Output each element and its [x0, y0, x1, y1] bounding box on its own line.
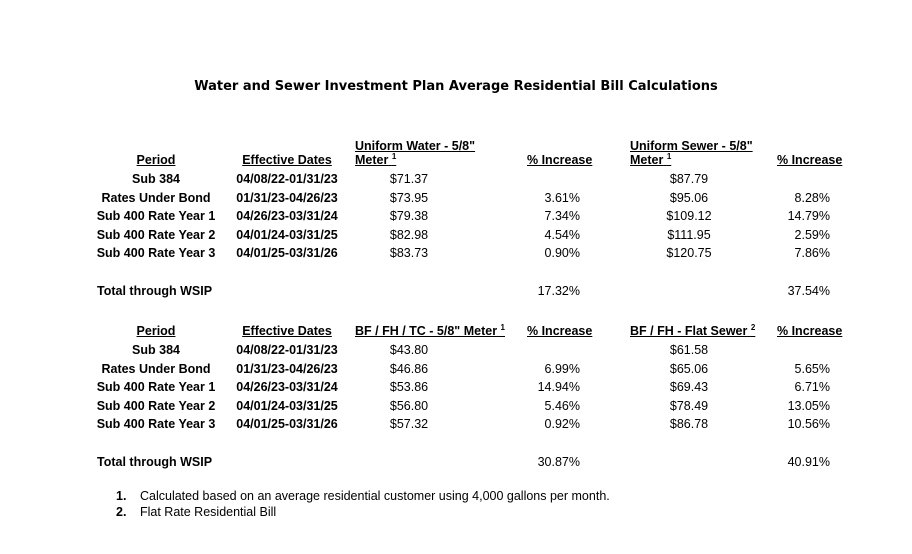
- row-water-increase: 7.34%: [544, 209, 580, 223]
- footnote-number: 1.: [116, 489, 127, 503]
- header-bf-fh-flat-sewer: BF / FH - Flat Sewer $^2$: [630, 322, 756, 338]
- row-sewer-amount: $61.58: [669, 343, 709, 357]
- row-water-increase: 6.99%: [544, 362, 580, 376]
- row-dates: 04/01/25-03/31/26: [236, 246, 338, 260]
- header-effective-dates: Effective Dates: [242, 324, 332, 338]
- row-sewer-amount: $95.06: [669, 191, 709, 205]
- row-sewer-amount: $109.12: [666, 209, 712, 223]
- row-water-amount: $83.73: [389, 246, 429, 260]
- row-sewer-increase: 2.59%: [794, 228, 830, 242]
- row-sewer-amount: $69.43: [669, 380, 709, 394]
- row-sewer-increase: 14.79%: [787, 209, 830, 223]
- row-sewer-amount: $87.79: [669, 172, 709, 186]
- row-dates: 04/26/23-03/31/24: [236, 380, 338, 394]
- header-bf-fh-tc-meter: BF / FH / TC - 5/8" Meter $^1$: [355, 322, 505, 338]
- header-uniform-water-line1: Uniform Water - 5/8": [355, 139, 476, 153]
- header-period: Period: [136, 153, 176, 167]
- total-water-increase: 17.32%: [537, 284, 580, 298]
- footnotes: [116, 488, 610, 520]
- row-period: Sub 400 Rate Year 2: [96, 228, 216, 242]
- row-period: Sub 400 Rate Year 1: [96, 209, 216, 223]
- total-water-increase: 30.87%: [537, 455, 580, 469]
- header-period: Period: [136, 324, 176, 338]
- document-title: Water and Sewer Investment Plan Average Residential Bill Calculations: [194, 79, 718, 94]
- row-period: Sub 400 Rate Year 3: [96, 246, 216, 260]
- header-sewer-increase: % Increase: [777, 153, 843, 167]
- header-uniform-sewer-line2: Meter $^1$: [630, 151, 672, 167]
- header-water-increase: % Increase: [527, 324, 593, 338]
- row-period: Sub 384: [132, 343, 180, 357]
- row-water-increase: 4.54%: [544, 228, 580, 242]
- row-dates: 04/01/24-03/31/25: [236, 399, 338, 413]
- row-water-increase: 0.90%: [544, 246, 580, 260]
- header-water-increase: % Increase: [527, 153, 593, 167]
- total-label: Total through WSIP: [97, 455, 213, 469]
- row-dates: 04/01/25-03/31/26: [236, 417, 338, 431]
- total-label: Total through WSIP: [97, 284, 213, 298]
- row-period: Sub 384: [132, 172, 180, 186]
- row-sewer-amount: $111.95: [667, 228, 711, 242]
- row-water-amount: $57.32: [389, 417, 429, 431]
- row-water-amount: $53.86: [389, 380, 429, 394]
- footnote-text: Calculated based on an average residential customer using 4,000 gallons per month.: [140, 489, 610, 503]
- row-water-increase: 14.94%: [537, 380, 580, 394]
- row-water-increase: 5.46%: [544, 399, 580, 413]
- row-water-amount: $73.95: [389, 191, 429, 205]
- row-dates: 04/08/22-01/31/23: [236, 343, 338, 357]
- row-sewer-amount: $65.06: [669, 362, 709, 376]
- footnote-text: Flat Rate Residential Bill: [140, 505, 277, 519]
- row-sewer-amount: $120.75: [666, 246, 712, 260]
- row-dates: 04/01/24-03/31/25: [236, 228, 338, 242]
- row-water-increase: 0.92%: [544, 417, 580, 431]
- row-dates: 01/31/23-04/26/23: [236, 191, 338, 205]
- row-sewer-increase: 10.56%: [787, 417, 830, 431]
- row-period: Sub 400 Rate Year 1: [96, 380, 216, 394]
- total-sewer-increase: 40.91%: [787, 455, 830, 469]
- row-sewer-amount: $86.78: [669, 417, 709, 431]
- row-period: Sub 400 Rate Year 3: [96, 417, 216, 431]
- footnote: [116, 504, 610, 520]
- total-sewer-increase: 37.54%: [787, 284, 830, 298]
- row-water-amount: $43.80: [389, 343, 429, 357]
- row-water-amount: $46.86: [389, 362, 429, 376]
- row-water-amount: $82.98: [389, 228, 429, 242]
- row-dates: 01/31/23-04/26/23: [236, 362, 338, 376]
- row-water-increase: 3.61%: [544, 191, 580, 205]
- row-sewer-increase: 13.05%: [787, 399, 830, 413]
- row-water-amount: $71.37: [389, 172, 429, 186]
- row-period: Rates Under Bond: [101, 191, 211, 205]
- row-dates: 04/08/22-01/31/23: [236, 172, 338, 186]
- row-period: Rates Under Bond: [101, 362, 211, 376]
- footnote: [116, 488, 610, 504]
- row-water-amount: $79.38: [389, 209, 429, 223]
- header-uniform-water-line2: Meter $^1$: [355, 151, 397, 167]
- row-period: Sub 400 Rate Year 2: [96, 399, 216, 413]
- row-sewer-increase: 5.65%: [794, 362, 830, 376]
- row-water-amount: $56.80: [389, 399, 429, 413]
- header-uniform-sewer-line1: Uniform Sewer - 5/8": [630, 139, 753, 153]
- row-sewer-amount: $78.49: [669, 399, 709, 413]
- row-dates: 04/26/23-03/31/24: [236, 209, 338, 223]
- row-sewer-increase: 6.71%: [794, 380, 830, 394]
- header-effective-dates: Effective Dates: [242, 153, 332, 167]
- row-sewer-increase: 8.28%: [794, 191, 830, 205]
- header-sewer-increase: % Increase: [777, 324, 843, 338]
- row-sewer-increase: 7.86%: [794, 246, 830, 260]
- footnote-number: 2.: [116, 505, 127, 519]
